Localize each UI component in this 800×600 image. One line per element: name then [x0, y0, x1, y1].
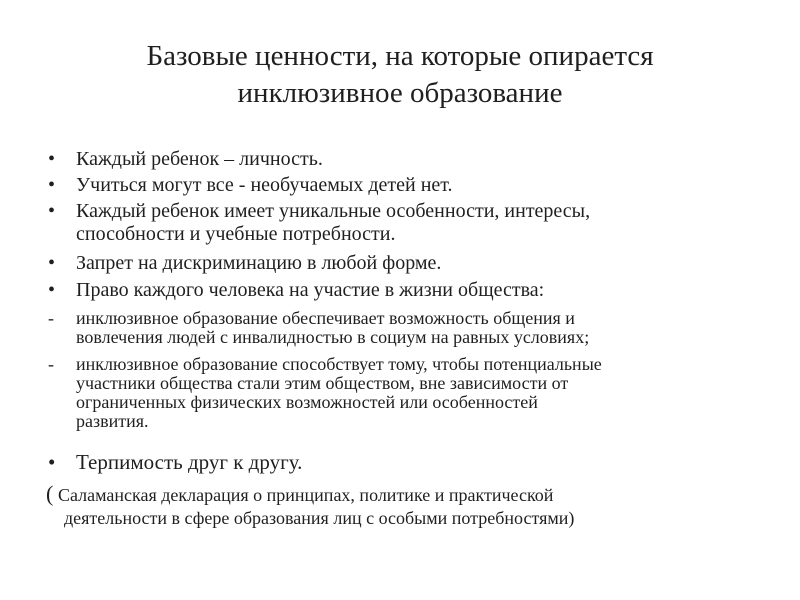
bullet-item — [48, 252, 768, 275]
dash-line: ограниченных физических возможностей или особенностей — [76, 392, 538, 412]
bullet-text — [76, 174, 768, 197]
slide-title — [40, 38, 760, 112]
open-paren: ( — [46, 481, 54, 506]
source-line-1: Саламанская декларация о принципах, политике и практической — [58, 485, 554, 505]
bullet-marker: • — [48, 200, 56, 222]
dash-marker: - — [48, 354, 54, 374]
dash-text — [76, 355, 768, 431]
title-line-1: Базовые ценности, на которые опирается — [146, 40, 654, 72]
bullet-item — [48, 174, 768, 197]
dash-line: участники общества стали этим обществом, вне зависимости от — [76, 373, 569, 393]
bullet-item — [48, 200, 768, 246]
source-line-2: деятельности в сфере образования лиц с особыми потребностями) — [64, 508, 575, 528]
bullet-text — [76, 200, 768, 246]
bullet-marker: • — [48, 450, 56, 474]
bullet-text — [76, 252, 768, 275]
bullet-line: Учиться могут все - необучаемых детей нет. — [76, 174, 453, 196]
source-citation — [46, 481, 746, 530]
bullet-item — [48, 450, 768, 474]
dash-marker: - — [48, 308, 54, 328]
dash-line: вовлечения людей с инвалидностью в социум на равных условиях; — [76, 327, 590, 347]
bullet-line: Каждый ребенок имеет уникальные особенности, интересы, — [76, 200, 591, 222]
bullet-item — [48, 279, 768, 302]
bullet-marker: • — [48, 148, 56, 170]
bullet-text — [76, 450, 768, 474]
bullet-line: Каждый ребенок – личность. — [76, 148, 323, 170]
dash-text — [76, 309, 768, 347]
bullet-line: способности и учебные потребности. — [76, 223, 396, 245]
bullet-item — [48, 148, 768, 171]
dash-line: инклюзивное образование обеспечивает возможность общения и — [76, 308, 575, 328]
bullet-text — [76, 279, 768, 302]
dash-line: развития. — [76, 411, 149, 431]
dash-item — [48, 309, 768, 347]
bullet-line: Терпимость друг к другу. — [76, 450, 303, 474]
bullet-marker: • — [48, 174, 56, 196]
bullet-line: Право каждого человека на участие в жизни общества: — [76, 279, 545, 301]
bullet-line: Запрет на дискриминацию в любой форме. — [76, 252, 442, 274]
title-line-2: инклюзивное образование — [237, 77, 563, 109]
dash-item — [48, 355, 768, 431]
bullet-text — [76, 148, 768, 171]
bullet-marker: • — [48, 279, 56, 301]
bullet-marker: • — [48, 252, 56, 274]
dash-line: инклюзивное образование способствует тому, чтобы потенциальные — [76, 354, 602, 374]
